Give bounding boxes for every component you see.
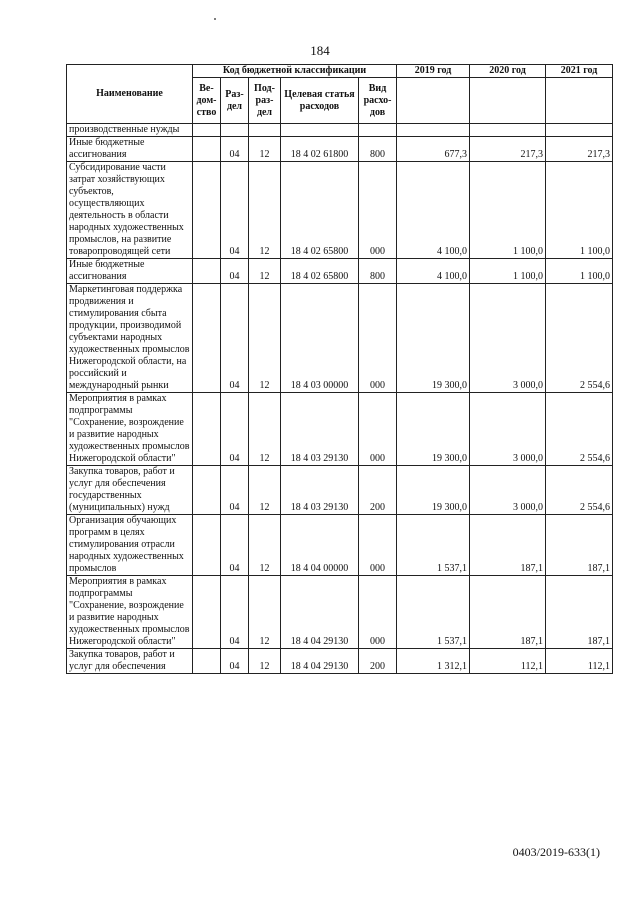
cell-vr: 000: [359, 162, 397, 259]
cell-y2019: 4 100,0: [397, 259, 470, 284]
cell-name: производственные нужды: [67, 124, 193, 137]
cell-vr: 000: [359, 576, 397, 649]
table-row: [67, 649, 613, 674]
cell-y2021: 187,1: [546, 515, 613, 576]
table-row: [67, 466, 613, 515]
cell-y2020: 112,1: [470, 649, 546, 674]
cell-raz: 04: [221, 137, 249, 162]
cell-y2019: [397, 124, 470, 137]
page-number: 184: [310, 43, 330, 58]
cell-pod: 12: [249, 649, 281, 674]
cell-y2021: [546, 124, 613, 137]
table-row: [67, 137, 613, 162]
cell-ved: [193, 137, 221, 162]
cell-y2021: 2 554,6: [546, 284, 613, 393]
cell-ved: [193, 162, 221, 259]
cell-y2020: 187,1: [470, 576, 546, 649]
cell-cs: [281, 124, 359, 137]
cell-ved: [193, 124, 221, 137]
cell-y2021: 2 554,6: [546, 393, 613, 466]
cell-y2021: 187,1: [546, 576, 613, 649]
cell-name: Закупка товаров, работ и услуг для обеспечения государственных (муниципальных) нужд: [67, 466, 193, 515]
cell-y2019: 1 312,1: [397, 649, 470, 674]
cell-y2019: 4 100,0: [397, 162, 470, 259]
cell-ved: [193, 515, 221, 576]
budget-table: [66, 64, 613, 674]
cell-vr: 800: [359, 137, 397, 162]
cell-vr: 000: [359, 393, 397, 466]
header-vedomstvo: Ве-дом-ство: [193, 78, 221, 124]
header-2021: 2021 год: [546, 65, 613, 78]
header-2020: 2020 год: [470, 65, 546, 78]
cell-vr: 200: [359, 466, 397, 515]
cell-ved: [193, 284, 221, 393]
cell-y2020: 3 000,0: [470, 284, 546, 393]
cell-raz: 04: [221, 162, 249, 259]
cell-pod: 12: [249, 515, 281, 576]
cell-cs: 18 4 02 65800: [281, 259, 359, 284]
cell-pod: 12: [249, 137, 281, 162]
cell-name: Маркетинговая поддержка продвижения и стимулирования сбыта продукции, производимой субъектами народных художественных промыслов Нижегородской области, на российский и международный рынки: [67, 284, 193, 393]
cell-y2020: 3 000,0: [470, 393, 546, 466]
table-row: [67, 576, 613, 649]
header-code-group: Код бюджетной классификации: [193, 65, 397, 78]
header-name: Наименование: [67, 65, 193, 124]
cell-name: Мероприятия в рамках подпрограммы "Сохранение, возрождение и развитие народных художественных промыслов Нижегородской области": [67, 576, 193, 649]
header-vid: Вид расхо-дов: [359, 78, 397, 124]
header-2019: 2019 год: [397, 65, 470, 78]
table-row: [67, 515, 613, 576]
cell-ved: [193, 466, 221, 515]
cell-ved: [193, 259, 221, 284]
cell-y2020: 187,1: [470, 515, 546, 576]
cell-name: Организация обучающих программ в целях стимулирования отрасли народных художественных промыслов: [67, 515, 193, 576]
cell-raz: 04: [221, 649, 249, 674]
cell-y2019: 19 300,0: [397, 393, 470, 466]
cell-y2020: 217,3: [470, 137, 546, 162]
cell-cs: 18 4 03 29130: [281, 393, 359, 466]
cell-y2021: 1 100,0: [546, 162, 613, 259]
cell-vr: 800: [359, 259, 397, 284]
cell-cs: 18 4 02 61800: [281, 137, 359, 162]
cell-raz: 04: [221, 284, 249, 393]
table-row: [67, 393, 613, 466]
cell-y2020: 3 000,0: [470, 466, 546, 515]
cell-name: Иные бюджетные ассигнования: [67, 259, 193, 284]
cell-cs: 18 4 02 65800: [281, 162, 359, 259]
table-row: [67, 259, 613, 284]
cell-name: Иные бюджетные ассигнования: [67, 137, 193, 162]
cell-y2020: 1 100,0: [470, 162, 546, 259]
table-row: [67, 124, 613, 137]
cell-y2021: 217,3: [546, 137, 613, 162]
cell-cs: 18 4 03 00000: [281, 284, 359, 393]
cell-y2019: 19 300,0: [397, 466, 470, 515]
cell-y2021: 1 100,0: [546, 259, 613, 284]
cell-y2020: [470, 124, 546, 137]
table-row: [67, 284, 613, 393]
cell-vr: [359, 124, 397, 137]
cell-raz: 04: [221, 515, 249, 576]
table-body: [67, 124, 613, 674]
header-2021-empty: [546, 78, 613, 124]
cell-name: Закупка товаров, работ и услуг для обеспечения: [67, 649, 193, 674]
cell-vr: 200: [359, 649, 397, 674]
cell-y2019: 1 537,1: [397, 576, 470, 649]
cell-cs: 18 4 04 29130: [281, 576, 359, 649]
cell-raz: 04: [221, 393, 249, 466]
cell-cs: 18 4 03 29130: [281, 466, 359, 515]
cell-y2021: 112,1: [546, 649, 613, 674]
header-2019-empty: [397, 78, 470, 124]
cell-pod: 12: [249, 466, 281, 515]
cell-pod: 12: [249, 284, 281, 393]
cell-name: Мероприятия в рамках подпрограммы "Сохранение, возрождение и развитие народных художественных промыслов Нижегородской области": [67, 393, 193, 466]
cell-raz: [221, 124, 249, 137]
cell-y2019: 1 537,1: [397, 515, 470, 576]
cell-raz: 04: [221, 466, 249, 515]
cell-cs: 18 4 04 29130: [281, 649, 359, 674]
cell-y2019: 19 300,0: [397, 284, 470, 393]
cell-raz: 04: [221, 576, 249, 649]
cell-pod: 12: [249, 259, 281, 284]
cell-vr: 000: [359, 515, 397, 576]
cell-vr: 000: [359, 284, 397, 393]
cell-pod: [249, 124, 281, 137]
cell-ved: [193, 649, 221, 674]
cell-pod: 12: [249, 393, 281, 466]
header-podrazdel: Под-раз-дел: [249, 78, 281, 124]
cell-pod: 12: [249, 576, 281, 649]
cell-y2019: 677,3: [397, 137, 470, 162]
header-tselevaya: Целевая статья расходов: [281, 78, 359, 124]
cell-ved: [193, 576, 221, 649]
document-code: 0403/2019-633(1): [512, 845, 600, 859]
scan-speck: [214, 18, 216, 20]
cell-ved: [193, 393, 221, 466]
table-row: [67, 162, 613, 259]
cell-name: Субсидирование части затрат хозяйствующих субъектов, осуществляющих деятельность в области народных художественных промыслов, на развитие товаропроводящей сети: [67, 162, 193, 259]
cell-cs: 18 4 04 00000: [281, 515, 359, 576]
cell-y2021: 2 554,6: [546, 466, 613, 515]
header-razdel: Раз-дел: [221, 78, 249, 124]
cell-pod: 12: [249, 162, 281, 259]
cell-y2020: 1 100,0: [470, 259, 546, 284]
cell-raz: 04: [221, 259, 249, 284]
header-2020-empty: [470, 78, 546, 124]
